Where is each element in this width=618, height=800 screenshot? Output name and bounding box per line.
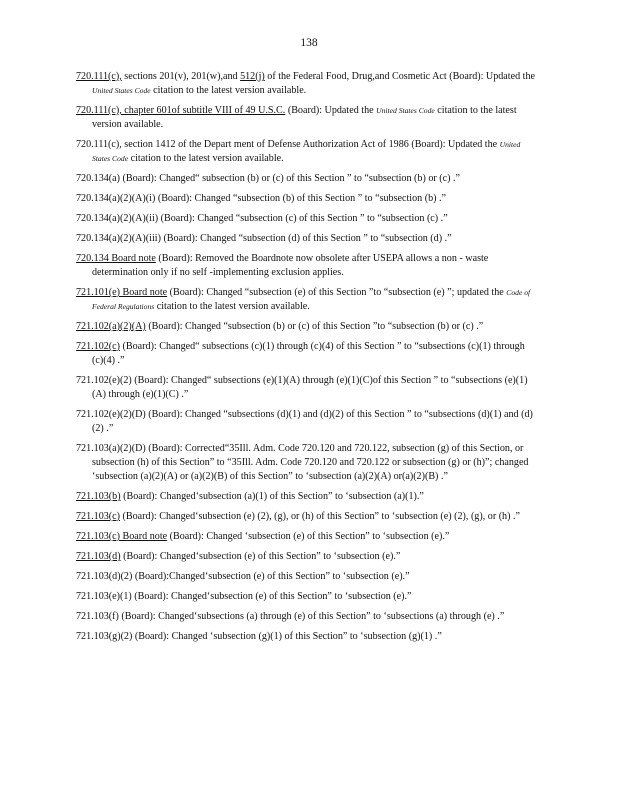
entry-text: (Board): Updated the xyxy=(285,105,377,116)
section-reference: 721.101(e) Board note xyxy=(76,287,168,298)
entry-text: (Board): Removed the Boardnote now obsolete after USEPA allows a non - waste determination only if no self -implementing exclusion applies. xyxy=(92,253,489,278)
entry-text: (Board): Changed ‘subsection (e) of this Section” to ‘subsection (e).” xyxy=(167,531,450,542)
amendment-entry xyxy=(76,212,536,226)
amendment-entry xyxy=(76,138,536,166)
amendment-entry xyxy=(76,70,536,98)
entry-text: 720.134(a)(2)(A)(iii) (Board): Changed “subsection (d) of this Section ” to “subsection (d) .” xyxy=(76,233,452,244)
amendment-entry xyxy=(76,490,536,504)
entry-text: 721.103(a)(2)(D) (Board): Corrected“35Ill. Adm. Code 720.120 and 720.122, subsection (g) of this Section, or subsection (h) of this Section” to “35Ill. Adm. Code 720.120 and 720.122 or subsection (g) or (h)”; changed ‘subsection (a)(2)(A) or (a)(2)(B) of this Section” to ‘subsection (a)(2)(A) or(a)(2)(B) .” xyxy=(76,443,529,482)
amendment-entry xyxy=(76,630,536,644)
amendment-entry xyxy=(76,340,536,368)
amendment-entry xyxy=(76,286,536,314)
entry-text: 720.134(a)(2)(A)(i) (Board): Changed “subsection (b) of this Section ” to “subsection (b) .” xyxy=(76,193,446,204)
entry-text: 721.103(g)(2) (Board): Changed ‘subsection (g)(1) of this Section” to ‘subsection (g)(1) .” xyxy=(76,631,442,642)
section-reference: 721.102(a)(2)(A) xyxy=(76,321,146,332)
entry-text: 720.134(a) (Board): Changed“ subsection (b) or (c) of this Section ” to “subsection (b) or (c) .” xyxy=(76,173,461,184)
amendment-entry xyxy=(76,320,536,334)
entry-text: citation to the latest version available. xyxy=(92,105,517,130)
amendment-entry xyxy=(76,590,536,604)
entry-text: (Board): Changed‘subsection (e) of this Section” to ‘subsection (e).” xyxy=(120,551,401,562)
entry-text: (Board): Changed “subsection (b) or (c) of this Section ”to “subsection (b) or (c) .” xyxy=(145,321,484,332)
section-reference: 720.134 Board note xyxy=(76,253,156,264)
amendment-entry xyxy=(76,104,536,132)
amendment-list xyxy=(76,70,536,650)
entry-text: sections 201(v), 201(w),and xyxy=(121,71,241,82)
entry-text: citation to the latest version available. xyxy=(154,301,310,312)
entry-text: of the Federal Food, Drug,and Cosmetic Act (Board): Updated the xyxy=(264,71,535,82)
publication-title: Code of Federal Regulations xyxy=(92,288,531,311)
entry-text: 721.102(e)(2) (Board): Changed“ subsections (e)(1)(A) through (e)(1)(C)of this Section ” to “subsections (e)(1) (A) through (e)(1)(C) .” xyxy=(76,375,528,400)
section-reference: 721.103(c) xyxy=(76,511,121,522)
entry-text: citation to the latest version available. xyxy=(128,153,284,164)
amendment-entry xyxy=(76,374,536,402)
publication-title: United States Code xyxy=(92,86,151,95)
amendment-entry xyxy=(76,232,536,246)
amendment-entry xyxy=(76,442,536,484)
entry-text: 721.103(e)(1) (Board): Changed‘subsection (e) of this Section” to ‘subsection (e).” xyxy=(76,591,412,602)
entry-text: 721.102(e)(2)(D) (Board): Changed “subsections (d)(1) and (d)(2) of this Section ” to “subsections (d)(1) and (d)(2) .” xyxy=(76,409,533,434)
entry-text: 720.111(c), section 1412 of the Depart ment of Defense Authorization Act of 1986 (Board): Updated the xyxy=(76,139,500,150)
entry-text: (Board): Changed“ subsections (c)(1) through (c)(4) of this Section ” to “subsections (c)(1) through (c)(4) .” xyxy=(92,341,525,366)
section-reference: 721.103(b) xyxy=(76,491,121,502)
amendment-entry xyxy=(76,570,536,584)
entry-text: (Board): Changed “subsection (e) of this Section ”to “subsection (e) ”; updated the xyxy=(167,287,507,298)
entry-text: 720.134(a)(2)(A)(ii) (Board): Changed “subsection (c) of this Section ” to “subsection (c) .” xyxy=(76,213,448,224)
amendment-entry xyxy=(76,408,536,436)
amendment-entry xyxy=(76,530,536,544)
entry-text: 721.103(f) (Board): Changed‘subsections (a) through (e) of this Section” to ‘subsections (a) through (e) .” xyxy=(76,611,505,622)
entry-text: citation to the latest version available. xyxy=(150,85,307,96)
entry-text: (Board): Changed‘subsection (a)(1) of this Section” to ‘subsection (a)(1).” xyxy=(120,491,424,502)
amendment-entry xyxy=(76,510,536,524)
entry-text: 721.103(d)(2) (Board):Changed‘subsection (e) of this Section” to ‘subsection (e).” xyxy=(76,571,410,582)
publication-title: United States Code xyxy=(92,140,521,163)
amendment-entry xyxy=(76,610,536,624)
section-reference: 720.111(c), xyxy=(76,71,122,82)
section-reference: 721.103(c) Board note xyxy=(76,531,168,542)
publication-title: United States Code xyxy=(376,106,435,115)
section-reference: 512(j) xyxy=(240,71,265,82)
amendment-entry xyxy=(76,550,536,564)
section-reference: 720.111(c), chapter 601of subtitle VIII of 49 U.S.C. xyxy=(76,105,286,116)
amendment-entry xyxy=(76,252,536,280)
entry-text: (Board): Changed‘subsection (e) (2), (g), or (h) of this Section” to ‘subsection (e) (2), (g), or (h) .” xyxy=(120,511,520,522)
amendment-entry xyxy=(76,172,536,186)
section-reference: 721.102(c) xyxy=(76,341,121,352)
section-reference: 721.103(d) xyxy=(76,551,121,562)
amendment-entry xyxy=(76,192,536,206)
page-number: 138 xyxy=(300,37,318,49)
